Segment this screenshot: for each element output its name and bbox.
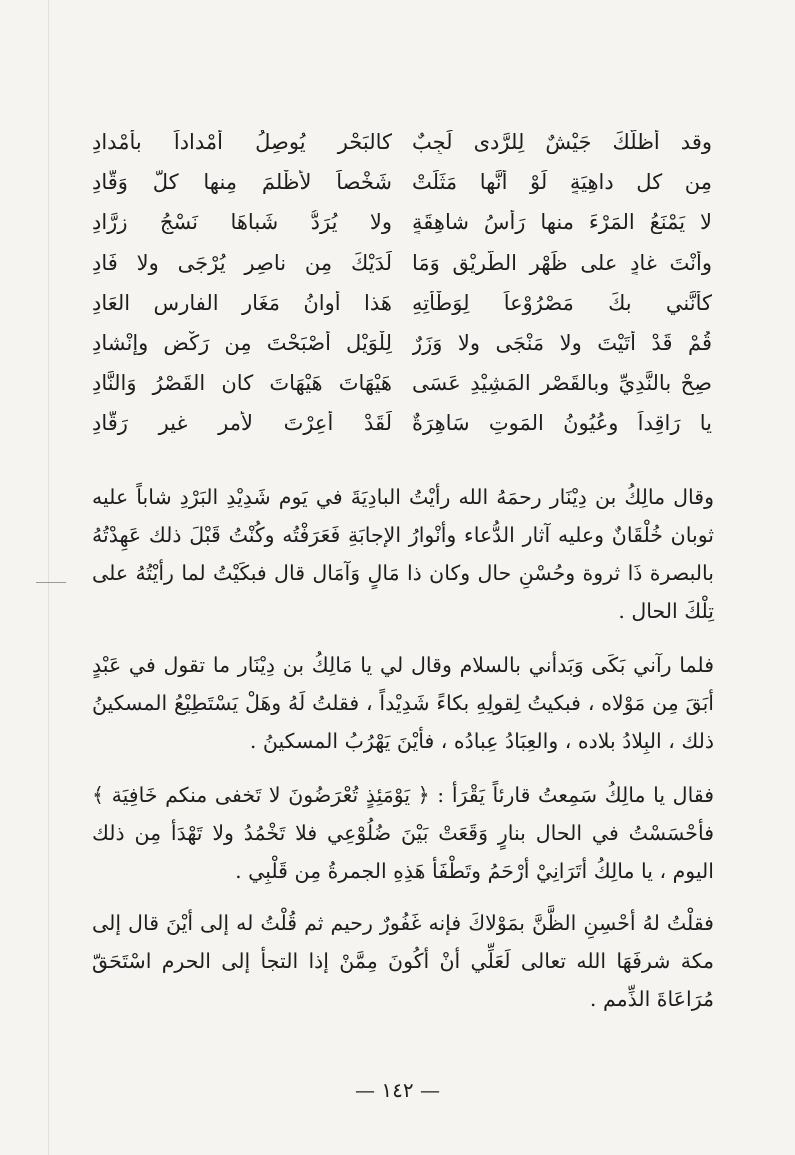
verse-first-hemistich: وقد أظلَّكَ جَيْشٌ لِلرَّدى لَجِبٌ [412, 130, 712, 155]
verse-1 [92, 122, 712, 162]
paragraph-2: فلما رآني بَكَى وَبَدأني بالسلام وقال لي يا مَالِكُ بن دِيْنَار ما تقول في عَبْدٍ أبَقَ مِن مَوْلاه ، فبكيتُ لِقولِهِ بكاءً شَدِيْداً ، فقلتُ لَهُ وهَلْ يَسْتَطِيْعُ المسكينُ ذلك ، البِلادُ بلاده ، والعِبَادُ عِبادُه ، فأيْنَ يَهْرُبُ المسكينُ . [92, 653, 714, 753]
paragraph-1: وقال مالِكُ بن دِيْنَار رحمَهُ الله رأيْتُ البادِيَةَ في يَوم شَدِيْدِ البَرْدِ شاباً عليه ثوبان خُلْقَانٌ وعليه آثار الدُّعاء وأنْوارُ الإجابَةِ فَعَرَفْتُه وكُنْتُ قَبْلَ ذلك عَهِدْتُهُ بالبصرة ذَا ثروة وحُسْنِ حال وكان ذا مَالٍ وَآمَال قال فبكَيْتُ لما رأيْتُهُ على تِلْكَ الحال . [92, 485, 714, 623]
page-edge [48, 0, 49, 1155]
verse-second-hemistich: كالبَحْرِ يُوصِلُ أمْداداً بأمْدادِ [92, 130, 392, 155]
verse-2 [92, 162, 712, 202]
verse-first-hemistich: مِن كل داهِيَةٍ لَوْ أنَّها مَثَلَتْ [412, 170, 712, 195]
verse-first-hemistich: صِحْ بالنَّدِيِّ وبالقَصْرِ المَشِيْدِ عَسَى [412, 371, 712, 396]
page-number: — ١٤٢ — [355, 1078, 440, 1102]
verse-second-hemistich: هَيْهَاتَ هَيْهَاتَ كان القَصْرُ وَالنَّادِ [92, 371, 392, 396]
verse-second-hemistich: لَقَدْ أعِرْتَ لأمرٍ غيرِ رَقَّادِ [92, 411, 392, 436]
verse-second-hemistich: ولا يُرَدُّ شَباهَا نَسْجُ زرَّادِ [92, 210, 392, 235]
paragraph-4: فقلْتُ لهُ أحْسِنِ الظَّنَّ بمَوْلاكَ فإنه غَفُورٌ رحيم ثم قُلْتُ له إلى أيْنَ قال إلى مكة شرفَهَا الله تعالى لَعَلِّي أنْ أكُونَ مِمَّنْ إذا التجأ إلى الحرم اسْتَحَقّ مُرَاعَاةَ الذِّمم . [92, 911, 714, 1011]
verse-second-hemistich: لِلْوَيْلِ أصْبَحْتَ مِن رَكْضٍ وإنْشادِ [92, 331, 392, 356]
verse-3 [92, 202, 712, 242]
verse-first-hemistich: يا رَاقِداً وعُيُونُ المَوتِ سَاهِرَةٌ [412, 411, 712, 436]
verse-7 [92, 363, 712, 403]
margin-mark [36, 582, 66, 583]
verse-first-hemistich: لا يَمْنَعُ المَرْءَ منها رَأسُ شاهِقَةٍ [412, 210, 712, 235]
verse-first-hemistich: وأنْتَ غادٍ على ظَهْرِ الطَّرِيْقِ وَمَا [412, 250, 712, 275]
verse-5 [92, 283, 712, 323]
verse-8 [92, 403, 712, 443]
verse-second-hemistich: لَدَيْكَ مِن ناصِرٍ يُرْجَى ولا فَادِ [92, 250, 392, 275]
poem [92, 122, 712, 444]
verse-first-hemistich: كأنَّني بكَ مَصْرُوْعاً لِوَطْأتِهِ [412, 290, 712, 315]
verse-6 [92, 323, 712, 363]
paragraph-3: فقال يا مالِكُ سَمِعتُ قارئاً يَقْرَأ : ﴿ يَوْمَئِذٍ تُعْرَضُونَ لا تَخفى منكم خَافِيَة ﴾ فأحْسَسْتُ في الحال بنارٍ وَقَعَتْ بَيْنَ ضُلُوْعِي فلا تَخْمُدُ ولا تَهْدَأ مِن ذلك اليوم ، يا مالِكُ أتَرَانِيْ أرْحَمُ وتَطْفَأ هَذِهِ الجمرةُ مِن قَلْبِي . [92, 783, 714, 883]
verse-4 [92, 243, 712, 283]
verse-first-hemistich: قُمْ قَدْ أتَيْتَ ولا مَنْجَى ولا وَزَرٌ [412, 331, 712, 356]
verse-second-hemistich: هَذا أوانُ مَغَارِ الفارِسِ العَادِ [92, 290, 392, 315]
verse-second-hemistich: شَخْصاً لأظْلمَ مِنها كلُّ وَقَّادِ [92, 170, 392, 195]
